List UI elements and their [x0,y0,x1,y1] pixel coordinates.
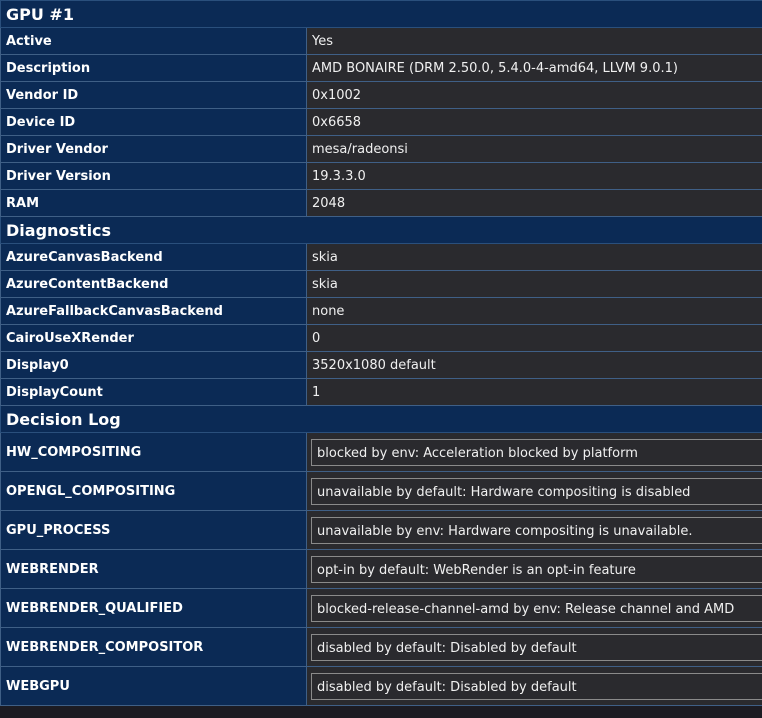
table-row [1,379,762,406]
row-value-cell [307,628,762,667]
row-value-cell [307,589,762,628]
table-row [1,271,762,298]
decision-log-entry[interactable]: blocked by env: Acceleration blocked by platform [311,439,762,466]
row-key: AzureCanvasBackend [1,244,307,271]
row-key: WEBRENDER_COMPOSITOR [1,628,307,667]
row-key: GPU_PROCESS [1,511,307,550]
row-key: RAM [1,190,307,217]
table-row [1,433,762,472]
row-key: Active [1,28,307,55]
row-value[interactable]: 0 [307,325,762,352]
row-value-cell [307,550,762,589]
row-key: CairoUseXRender [1,325,307,352]
row-value-cell [307,472,762,511]
row-key: HW_COMPOSITING [1,433,307,472]
table-row [1,244,762,271]
table-row [1,325,762,352]
row-value[interactable]: 3520x1080 default [307,352,762,379]
row-key: Description [1,55,307,82]
decision-log-section-title: Decision Log [1,406,762,433]
row-key: Device ID [1,109,307,136]
row-key: WEBRENDER_QUALIFIED [1,589,307,628]
table-row [1,136,762,163]
row-value[interactable]: 19.3.3.0 [307,163,762,190]
row-key: AzureFallbackCanvasBackend [1,298,307,325]
row-value[interactable]: none [307,298,762,325]
row-key: Display0 [1,352,307,379]
table-row [1,352,762,379]
table-row [1,511,762,550]
row-key: OPENGL_COMPOSITING [1,472,307,511]
decision-log-entry[interactable]: opt-in by default: WebRender is an opt-in feature [311,556,762,583]
decision-log-entry[interactable]: disabled by default: Disabled by default [311,634,762,661]
row-key: Driver Version [1,163,307,190]
row-value[interactable]: skia [307,271,762,298]
row-value[interactable]: 0x6658 [307,109,762,136]
table-row [1,109,762,136]
table-row [1,550,762,589]
table-row [1,163,762,190]
table-row [1,667,762,706]
gpu-section-title: GPU #1 [1,1,762,28]
row-key: Vendor ID [1,82,307,109]
row-value[interactable]: 1 [307,379,762,406]
row-value-cell [307,511,762,550]
diagnostics-section-title: Diagnostics [1,217,762,244]
table-row [1,628,762,667]
row-value-cell [307,667,762,706]
decision-log-entry[interactable]: unavailable by env: Hardware compositing is unavailable. [311,517,762,544]
table-row [1,589,762,628]
section-header-gpu [1,1,762,28]
row-key: Driver Vendor [1,136,307,163]
row-key: WEBRENDER [1,550,307,589]
row-value-cell [307,433,762,472]
table-row [1,298,762,325]
decision-log-entry[interactable]: unavailable by default: Hardware compositing is disabled [311,478,762,505]
section-header-diagnostics [1,217,762,244]
table-row [1,190,762,217]
row-key: AzureContentBackend [1,271,307,298]
table-row [1,55,762,82]
row-key: WEBGPU [1,667,307,706]
row-value[interactable]: mesa/radeonsi [307,136,762,163]
row-value[interactable]: AMD BONAIRE (DRM 2.50.0, 5.4.0-4-amd64, LLVM 9.0.1) [307,55,762,82]
row-value[interactable]: 2048 [307,190,762,217]
row-value[interactable]: skia [307,244,762,271]
table-row [1,28,762,55]
section-header-decision-log [1,406,762,433]
row-value[interactable]: Yes [307,28,762,55]
table-row [1,472,762,511]
row-key: DisplayCount [1,379,307,406]
row-value[interactable]: 0x1002 [307,82,762,109]
decision-log-entry[interactable]: blocked-release-channel-amd by env: Release channel and AMD [311,595,762,622]
table-row [1,82,762,109]
decision-log-entry[interactable]: disabled by default: Disabled by default [311,673,762,700]
